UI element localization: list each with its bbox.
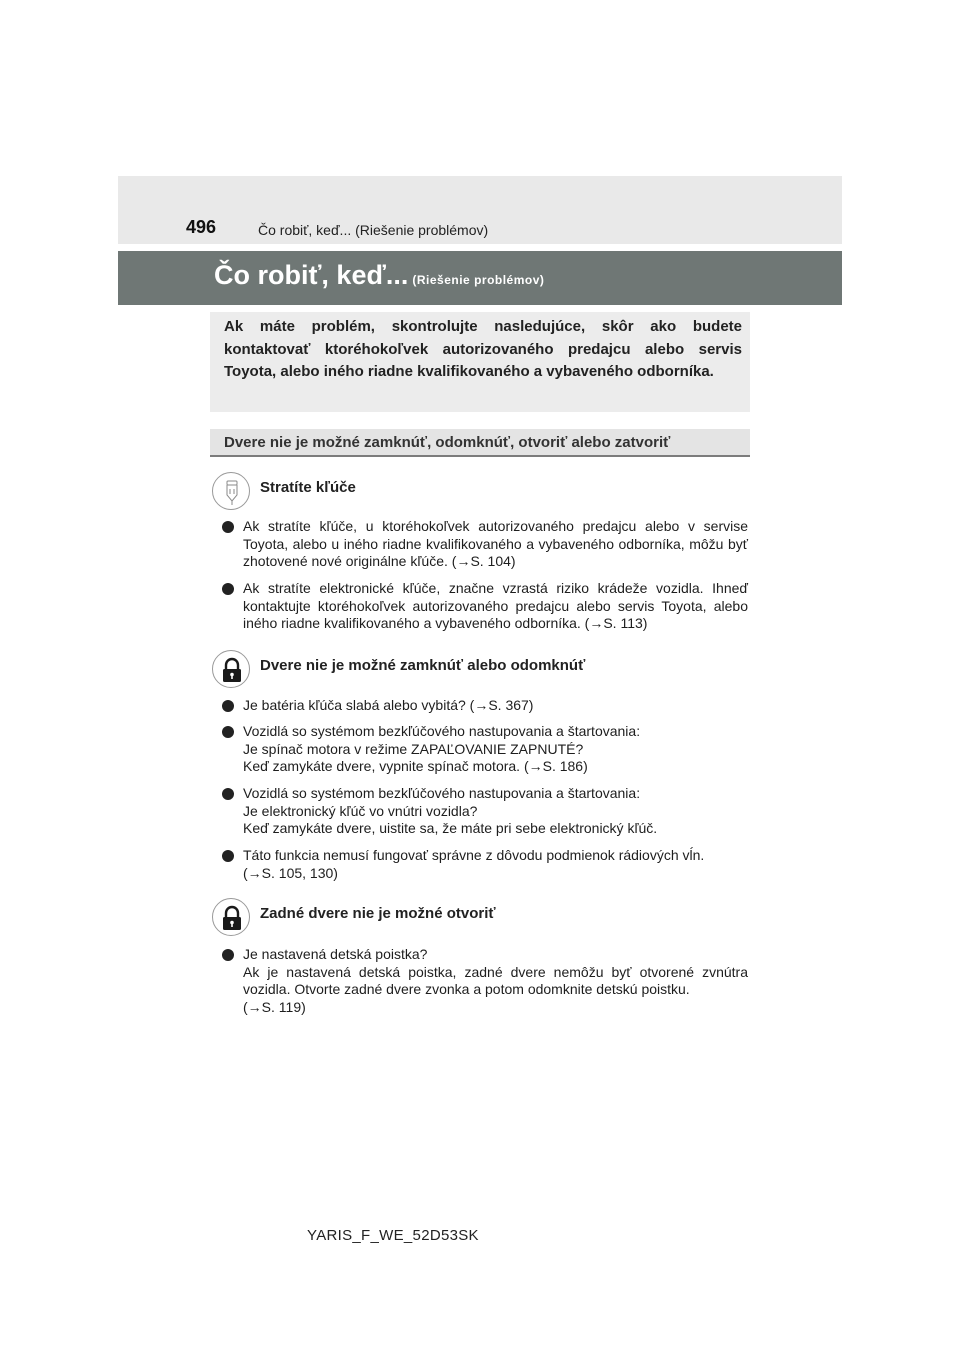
intro-box: Ak máte problém, skontrolujte nasledujúce, skôr ako budete kontaktovať ktoréhokoľvek autorizovaného predajcu alebo servis Toyota, alebo iného riadne kvalifikovaného a vybaveného odborníka. [210, 312, 750, 412]
list-item-line: Je nastavená detská poistka? [243, 946, 428, 962]
bullet-dot [222, 949, 234, 961]
list-item-line: Keď zamykáte dvere, vypnite spínač motora. (→S. 186) [243, 758, 588, 774]
list-item [222, 518, 748, 571]
list-item-line: Ak je nastavená detská poistka, zadné dvere nemôžu byť otvorené zvnútra vozidla. Otvorte zadné dvere zvonka a potom odomknite detskú poistku. [243, 963, 748, 997]
list-item-text [243, 847, 748, 882]
bullet-dot [222, 850, 234, 862]
list-item-line: Táto funkcia nemusí fungovať správne z dôvodu podmienok rádiových vĺn. [243, 847, 705, 863]
list-item [222, 580, 748, 633]
list-item-text [243, 723, 748, 776]
list-item [222, 723, 748, 776]
list-item [222, 785, 748, 838]
page-title-sub: (Riešenie problémov) [412, 273, 545, 287]
running-head: Čo robiť, keď... (Riešenie problémov) [258, 222, 489, 238]
list-item-text: Ak stratíte kľúče, u ktoréhokoľvek autorizovaného predajcu alebo v servise Toyota, alebo u iného riadne kvalifikovaného a vybaveného odborníka, môžu byť zhotovené nové originálne kľúče. (→S. 104) [243, 518, 748, 569]
bullet-dot [222, 788, 234, 800]
section-header: Dvere nie je možné zamknúť, odomknúť, otvoriť alebo zatvoriť [210, 429, 750, 457]
list-item-text: Je batéria kľúča slabá alebo vybitá? (→S. 367) [243, 697, 534, 713]
list-item-line: (→S. 119) [243, 998, 306, 1015]
list-item-line: Vozidlá so systémom bezkľúčového nastupovania a štartovania: [243, 785, 641, 801]
subsection-title-lost-keys: Stratíte kľúče [260, 479, 356, 496]
list-item-line: Je spínač motora v režime ZAPAĽOVANIE ZAPNUTÉ? [243, 740, 584, 757]
list-item-text [243, 946, 748, 1016]
bullet-dot [222, 521, 234, 533]
subsection-title-rear-door: Zadné dvere nie je možné otvoriť [260, 905, 496, 922]
list-item-line: Keď zamykáte dvere, uistite sa, že máte pri sebe elektronický kľúč. [243, 820, 658, 836]
bullet-dot [222, 583, 234, 595]
list-item-line: Vozidlá so systémom bezkľúčového nastupovania a štartovania: [243, 723, 641, 739]
lock-icon [212, 650, 250, 688]
list-item-text: Ak stratíte elektronické kľúče, značne vzrastá riziko krádeže vozidla. Ihneď kontaktujte ktoréhokoľvek autorizovaného predajcu alebo servis Toyota, alebo iného riadne kvalifikovaného a vybaveného odborníka. (→S. 113) [243, 580, 748, 631]
lock-icon [212, 898, 250, 936]
list-item-line: Je elektronický kľúč vo vnútri vozidla? [243, 802, 478, 819]
bullet-dot [222, 726, 234, 738]
list-item-line: (→S. 105, 130) [243, 864, 338, 881]
subsection-title-lock: Dvere nie je možné zamknúť alebo odomknúť [260, 657, 586, 674]
key-icon [212, 472, 250, 510]
bullet-dot [222, 700, 234, 712]
page-number: 496 [186, 217, 217, 237]
footer-code: YARIS_F_WE_52D53SK [307, 1227, 479, 1244]
list-item [222, 946, 748, 1016]
list-item [222, 697, 748, 715]
list-item [222, 847, 748, 882]
page-title [214, 260, 544, 291]
page-title-main: Čo robiť, keď... [214, 260, 409, 290]
list-item-text [243, 785, 748, 838]
